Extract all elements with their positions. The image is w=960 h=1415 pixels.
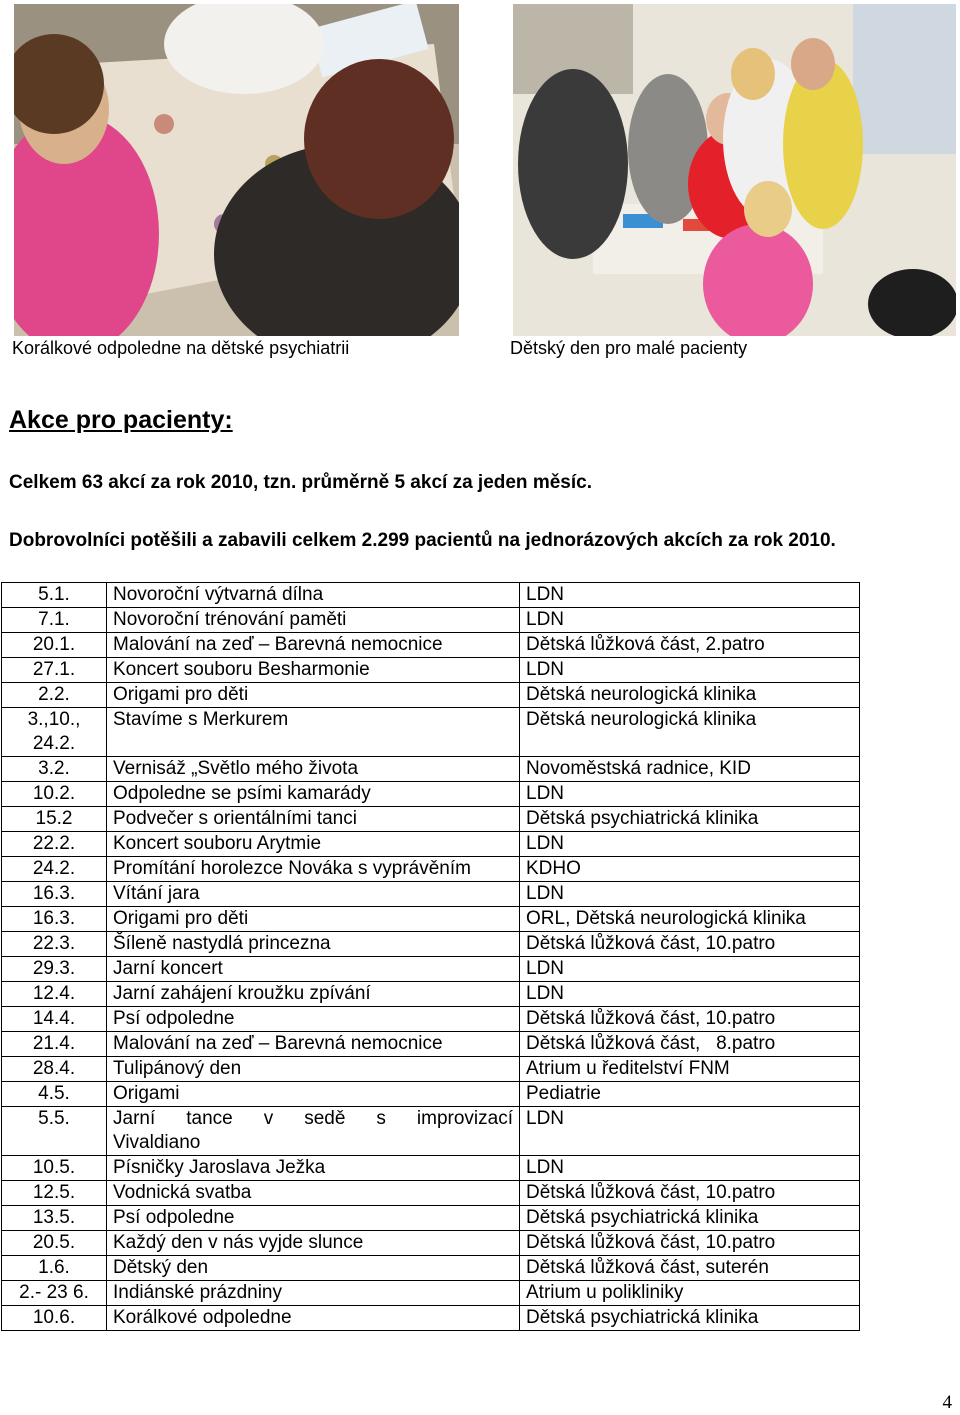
event-date: 16.3. <box>2 882 107 907</box>
photo-childrens-day-image <box>513 4 956 336</box>
event-name <box>107 1107 520 1156</box>
event-name: Jarní koncert <box>107 957 520 982</box>
event-place: LDN <box>520 1107 860 1156</box>
table-row <box>2 1181 860 1206</box>
event-place: LDN <box>520 957 860 982</box>
event-date: 4.5. <box>2 1082 107 1107</box>
caption-right: Dětský den pro malé pacienty <box>510 338 748 358</box>
event-date: 10.5. <box>2 1156 107 1181</box>
event-date: 16.3. <box>2 907 107 932</box>
event-name: Vítání jara <box>107 882 520 907</box>
event-place: Dětská lůžková část, 10.patro <box>520 1231 860 1256</box>
event-date: 20.5. <box>2 1231 107 1256</box>
event-name: Malování na zeď – Barevná nemocnice <box>107 1032 520 1057</box>
table-row <box>2 1057 860 1082</box>
event-date: 27.1. <box>2 658 107 683</box>
event-place: Dětská lůžková část, 10.patro <box>520 1181 860 1206</box>
table-row <box>2 1256 860 1281</box>
event-name: Origami pro děti <box>107 907 520 932</box>
table-row <box>2 658 860 683</box>
table-row <box>2 1206 860 1231</box>
event-name: Koncert souboru Arytmie <box>107 832 520 857</box>
event-date: 5.5. <box>2 1107 107 1156</box>
table-row <box>2 807 860 832</box>
event-date: 3.2. <box>2 757 107 782</box>
table-row <box>2 1156 860 1181</box>
event-place: LDN <box>520 882 860 907</box>
table-row <box>2 1107 860 1156</box>
event-date: 12.4. <box>2 982 107 1007</box>
event-date: 15.2 <box>2 807 107 832</box>
table-row <box>2 882 860 907</box>
event-name: Šíleně nastydlá princezna <box>107 932 520 957</box>
table-row <box>2 583 860 608</box>
event-place: KDHO <box>520 857 860 882</box>
summary-events-count: Celkem 63 akcí za rok 2010, tzn. průměrně 5 akcí za jeden měsíc. <box>9 472 592 493</box>
event-name-line1: Jarní tance v sedě s improvizací <box>113 1108 513 1129</box>
event-date: 2.2. <box>2 683 107 708</box>
event-name: Písničky Jaroslava Ježka <box>107 1156 520 1181</box>
table-row <box>2 708 860 757</box>
table-row <box>2 857 860 882</box>
event-date: 24.2. <box>2 857 107 882</box>
event-date: 2.- 23 6. <box>2 1281 107 1306</box>
event-name: Koncert souboru Besharmonie <box>107 658 520 683</box>
section-heading: Akce pro pacienty: <box>9 406 233 434</box>
event-place: LDN <box>520 583 860 608</box>
event-date: 10.6. <box>2 1306 107 1331</box>
table-row <box>2 683 860 708</box>
event-place: LDN <box>520 1156 860 1181</box>
table-row <box>2 1281 860 1306</box>
event-place: Pediatrie <box>520 1082 860 1107</box>
table-row <box>2 1306 860 1331</box>
event-place: LDN <box>520 608 860 633</box>
event-name: Podvečer s orientálními tanci <box>107 807 520 832</box>
event-place: Dětská lůžková část, 2.patro <box>520 633 860 658</box>
event-place: Dětská psychiatrická klinika <box>520 1306 860 1331</box>
table-row <box>2 1032 860 1057</box>
table-row <box>2 907 860 932</box>
table-row <box>2 1007 860 1032</box>
event-name: Vernisáž „Světlo mého života <box>107 757 520 782</box>
event-place: Dětská lůžková část, 10.patro <box>520 1007 860 1032</box>
event-name: Origami <box>107 1082 520 1107</box>
event-place: Atrium u polikliniky <box>520 1281 860 1306</box>
event-date: 12.5. <box>2 1181 107 1206</box>
page-number: 4 <box>942 1392 952 1413</box>
event-date: 13.5. <box>2 1206 107 1231</box>
event-name: Tulipánový den <box>107 1057 520 1082</box>
event-name: Novoroční výtvarná dílna <box>107 583 520 608</box>
event-name: Jarní zahájení kroužku zpívání <box>107 982 520 1007</box>
table-row <box>2 982 860 1007</box>
event-date: 22.3. <box>2 932 107 957</box>
event-name: Malování na zeď – Barevná nemocnice <box>107 633 520 658</box>
event-name: Indiánské prázdniny <box>107 1281 520 1306</box>
event-name: Novoroční trénování paměti <box>107 608 520 633</box>
event-name: Každý den v nás vyjde slunce <box>107 1231 520 1256</box>
table-row <box>2 608 860 633</box>
event-name: Stavíme s Merkurem <box>107 708 520 757</box>
event-name-line2: Vivaldiano <box>113 1132 201 1153</box>
event-name: Origami pro děti <box>107 683 520 708</box>
event-date: 20.1. <box>2 633 107 658</box>
photo-childrens-day <box>513 4 956 336</box>
event-name: Dětský den <box>107 1256 520 1281</box>
event-place: Dětská neurologická klinika <box>520 708 860 757</box>
event-date: 22.2. <box>2 832 107 857</box>
event-place: Dětská lůžková část, 8.patro <box>520 1032 860 1057</box>
table-row <box>2 832 860 857</box>
event-place: Dětská lůžková část, 10.patro <box>520 932 860 957</box>
event-place: LDN <box>520 982 860 1007</box>
event-place: Dětská lůžková část, suterén <box>520 1256 860 1281</box>
event-date: 7.1. <box>2 608 107 633</box>
table-row <box>2 782 860 807</box>
event-name: Psí odpoledne <box>107 1007 520 1032</box>
caption-left: Korálkové odpoledne na dětské psychiatrii <box>12 338 350 358</box>
event-place: LDN <box>520 782 860 807</box>
table-row <box>2 957 860 982</box>
event-date: 5.1. <box>2 583 107 608</box>
events-table <box>1 582 860 1331</box>
event-name: Psí odpoledne <box>107 1206 520 1231</box>
table-row <box>2 633 860 658</box>
event-place: ORL, Dětská neurologická klinika <box>520 907 860 932</box>
table-row <box>2 1231 860 1256</box>
table-row <box>2 932 860 957</box>
photo-bead-afternoon-image <box>14 4 459 336</box>
event-place: LDN <box>520 658 860 683</box>
event-date: 3.,10., 24.2. <box>2 708 107 757</box>
event-place: Dětská psychiatrická klinika <box>520 1206 860 1231</box>
event-name: Korálkové odpoledne <box>107 1306 520 1331</box>
event-name: Vodnická svatba <box>107 1181 520 1206</box>
event-date: 28.4. <box>2 1057 107 1082</box>
summary-patients-count: Dobrovolníci potěšili a zabavili celkem 2.299 pacientů na jednorázových akcích za rok 2010. <box>9 530 836 551</box>
event-place: Novoměstská radnice, KID <box>520 757 860 782</box>
event-date: 14.4. <box>2 1007 107 1032</box>
event-place: LDN <box>520 832 860 857</box>
events-table-body <box>2 583 860 1331</box>
event-date: 21.4. <box>2 1032 107 1057</box>
event-date: 10.2. <box>2 782 107 807</box>
event-name: Promítání horolezce Nováka s vyprávěním <box>107 857 520 882</box>
event-place: Dětská psychiatrická klinika <box>520 807 860 832</box>
event-name: Odpoledne se psími kamarády <box>107 782 520 807</box>
event-date: 1.6. <box>2 1256 107 1281</box>
event-place: Atrium u ředitelství FNM <box>520 1057 860 1082</box>
event-place: Dětská neurologická klinika <box>520 683 860 708</box>
photo-bead-afternoon <box>14 4 459 336</box>
event-date: 29.3. <box>2 957 107 982</box>
table-row <box>2 757 860 782</box>
table-row <box>2 1082 860 1107</box>
